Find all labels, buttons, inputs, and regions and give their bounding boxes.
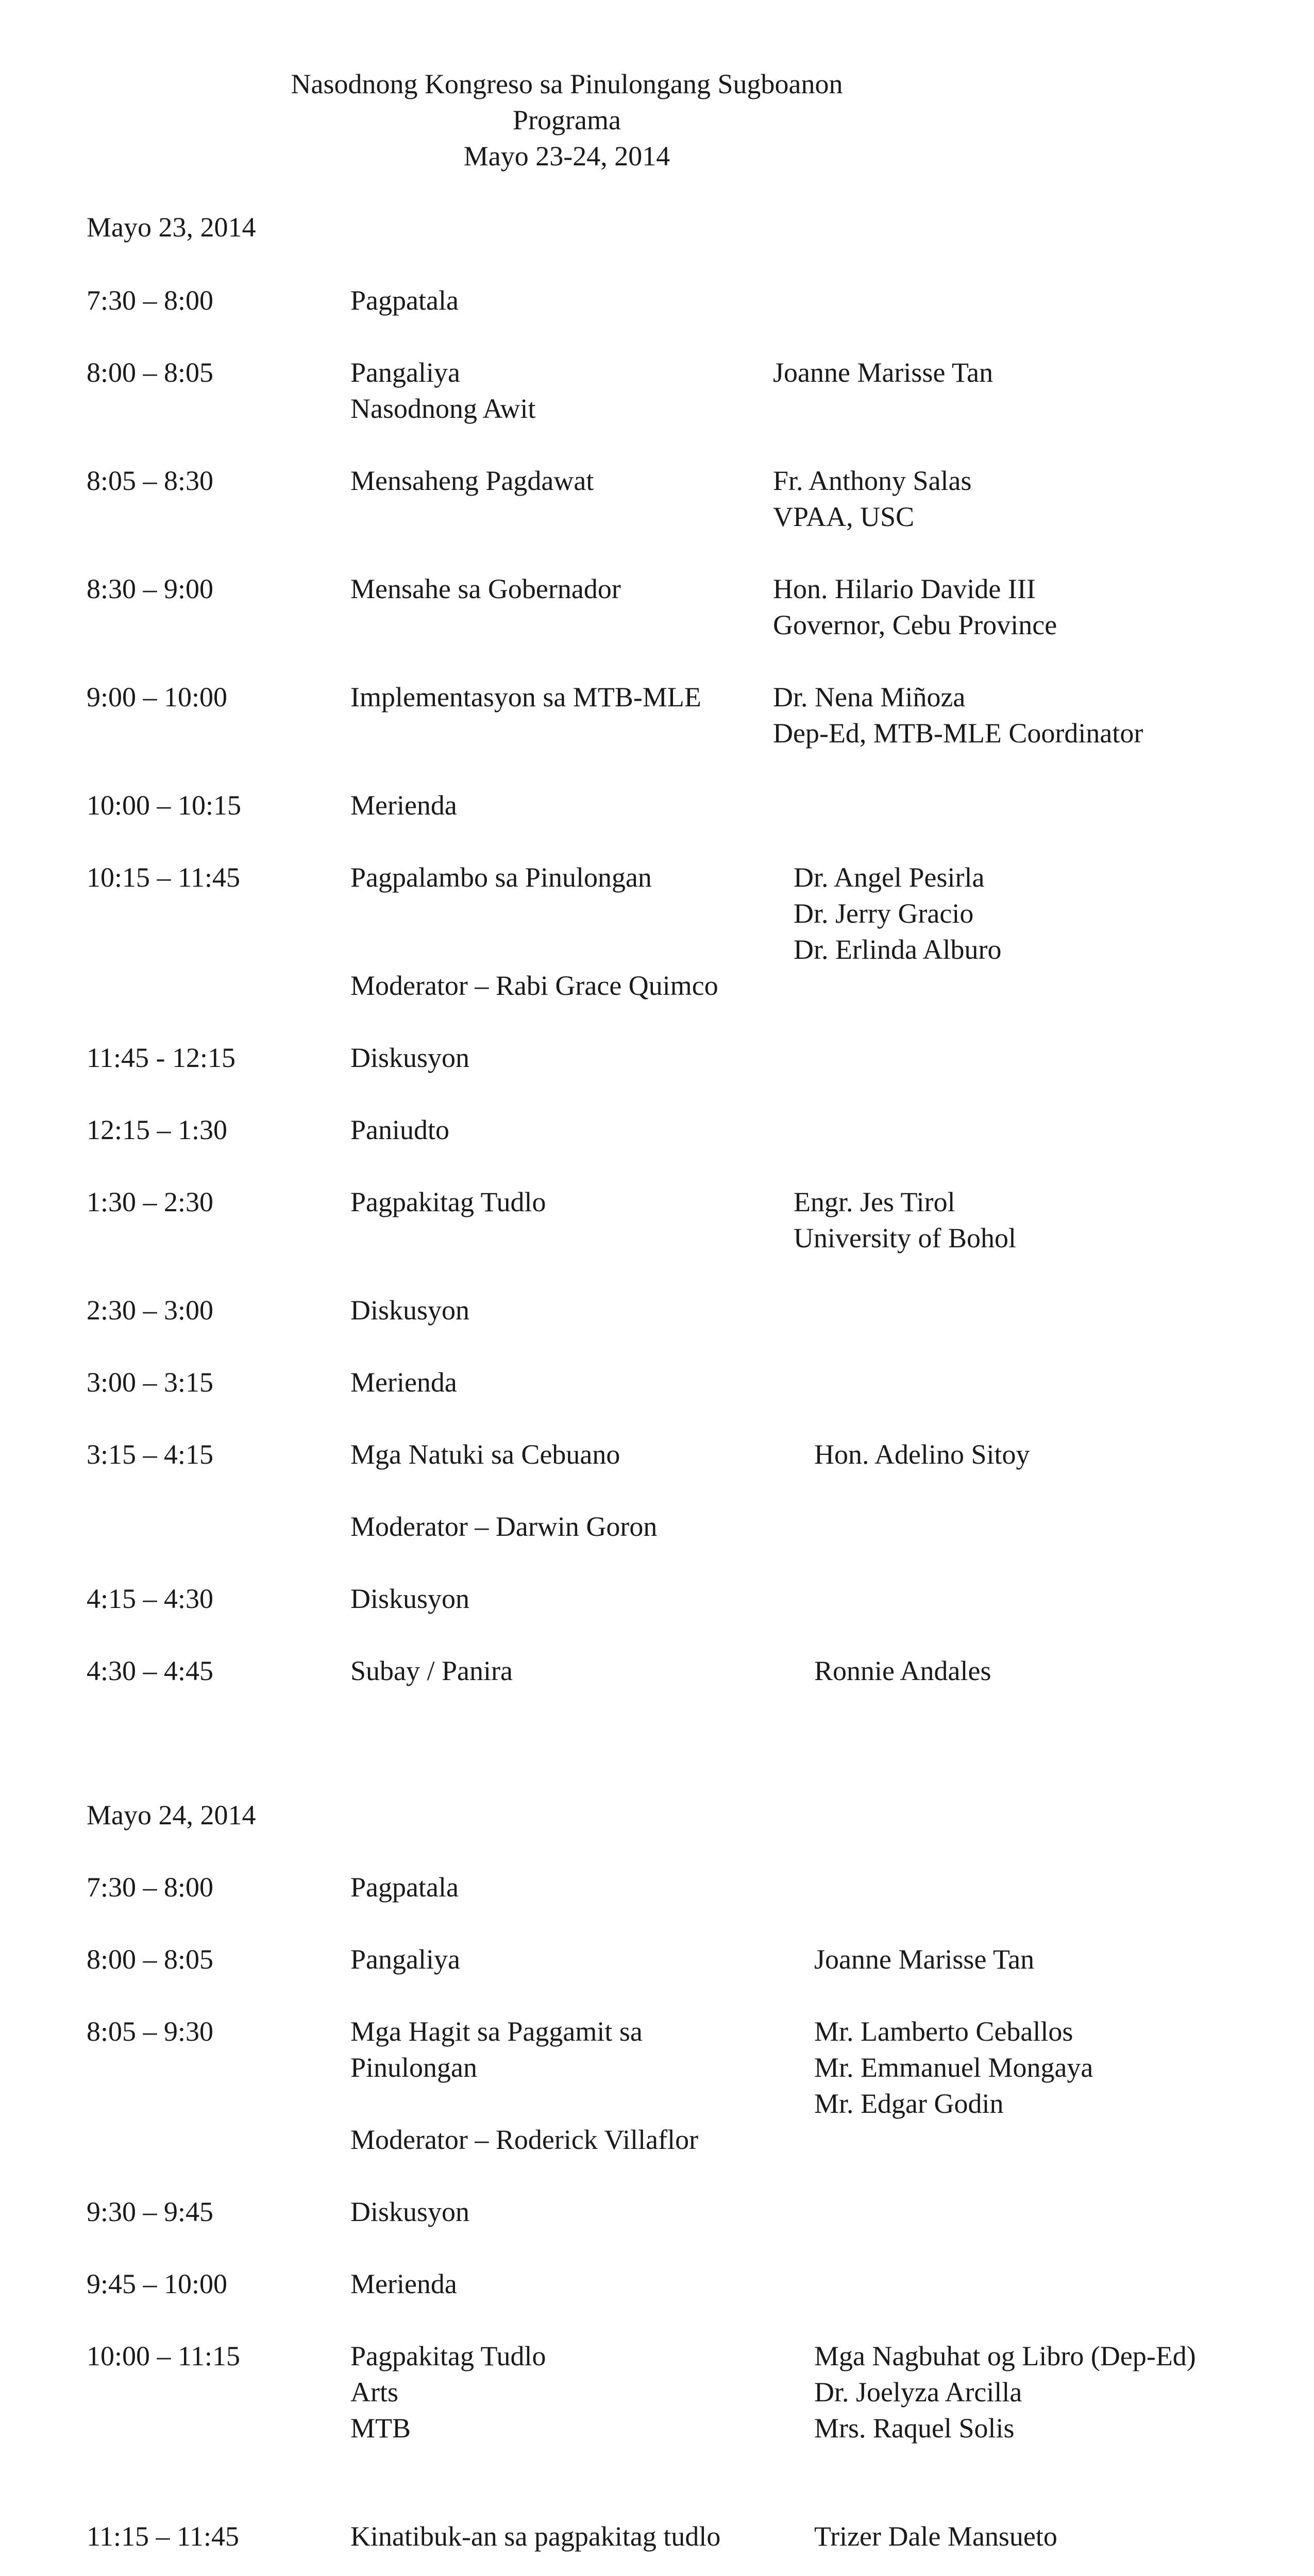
activity-line: Diskusyon <box>350 2196 470 2227</box>
session-activity <box>350 1292 469 1328</box>
session-activity <box>350 859 652 895</box>
session-time: 2:30 – 3:00 <box>87 1295 214 1326</box>
session-activity <box>350 1581 469 1617</box>
session-time: 9:30 – 9:45 <box>87 2196 214 2227</box>
session-time: 10:00 – 10:15 <box>87 790 242 821</box>
session-time: 8:05 – 8:30 <box>87 465 214 496</box>
speaker-line: Dr. Jerry Gracio <box>794 898 974 929</box>
program-header <box>0 66 1134 174</box>
session-time: 4:15 – 4:30 <box>87 1583 214 1614</box>
session-time: 10:00 – 11:15 <box>87 2341 241 2371</box>
activity-line: Diskusyon <box>350 1583 470 1614</box>
session-time: 7:30 – 8:00 <box>87 285 214 316</box>
congress-dates: Mayo 23-24, 2014 <box>463 141 670 172</box>
activity-line: Diskusyon <box>350 1042 470 1073</box>
activity-line: Mensaheng Pagdawat <box>350 465 594 496</box>
activity-line: Kinatibuk-an sa pagpakitag tudlo <box>350 2521 721 2552</box>
session-activity <box>350 354 536 427</box>
session-activity <box>350 2194 469 2230</box>
speaker-line: Mr. Emmanuel Mongaya <box>814 2052 1093 2083</box>
session-activity <box>350 1869 459 1905</box>
activity-line: Subay / Panira <box>350 1655 513 1686</box>
session-time: 7:30 – 8:00 <box>87 1872 214 1903</box>
session-activity <box>350 1040 469 1076</box>
activity-line: Moderator – Darwin Goron <box>350 1511 658 1542</box>
session-activity <box>350 2013 643 2086</box>
session-activity <box>350 1653 513 1689</box>
activity-line: MTB <box>350 2413 411 2444</box>
activity-line: Moderator – Rabi Grace Quimco <box>350 970 718 1001</box>
session-speakers <box>773 354 993 391</box>
activity-line: Nasodnong Awit <box>350 393 536 424</box>
session-time: 12:15 – 1:30 <box>87 1114 228 1145</box>
session-time: 8:00 – 8:05 <box>87 357 214 388</box>
session-time: 10:15 – 11:45 <box>87 862 241 893</box>
activity-line: Merienda <box>350 1367 457 1398</box>
session-activity <box>350 2122 698 2158</box>
activity-line: Pangaliya <box>350 1944 460 1975</box>
activity-line: Arts <box>350 2377 398 2408</box>
session-time: 4:30 – 4:45 <box>87 1655 214 1686</box>
session-activity <box>350 463 594 499</box>
speaker-line: Mga Nagbuhat og Libro (Dep-Ed) <box>814 2341 1196 2371</box>
speaker-line: Hon. Hilario Davide III <box>773 573 1036 604</box>
activity-line: Pagpatala <box>350 285 459 316</box>
speaker-line: Fr. Anthony Salas <box>773 465 972 496</box>
session-time: 9:45 – 10:00 <box>87 2268 228 2299</box>
session-time: 8:05 – 9:30 <box>87 2016 214 2047</box>
session-activity <box>350 2518 720 2554</box>
speaker-line: Dep-Ed, MTB-MLE Coordinator <box>773 718 1143 749</box>
session-activity <box>350 1184 546 1220</box>
session-activity <box>350 2266 457 2302</box>
program-subtitle: Programa <box>513 105 621 135</box>
session-time: 8:00 – 8:05 <box>87 1944 214 1975</box>
activity-line: Moderator – Roderick Villaflor <box>350 2124 699 2155</box>
speaker-line: Joanne Marisse Tan <box>814 1944 1035 1975</box>
speaker-line: Governor, Cebu Province <box>773 609 1057 640</box>
speaker-line: Ronnie Andales <box>814 1655 991 1686</box>
activity-line: Mga Hagit sa Paggamit sa <box>350 2016 643 2047</box>
speaker-line: Hon. Adelino Sitoy <box>814 1439 1030 1470</box>
session-activity <box>350 1509 657 1545</box>
activity-line: Pagpatala <box>350 1872 459 1903</box>
activity-line: Merienda <box>350 790 457 821</box>
speaker-line: VPAA, USC <box>773 501 915 532</box>
day1-date-heading: Mayo 23, 2014 <box>87 212 256 243</box>
session-time: 11:15 – 11:45 <box>87 2521 239 2552</box>
activity-line: Pagpalambo sa Pinulongan <box>350 862 652 893</box>
session-speakers <box>814 1941 1034 1977</box>
speaker-line: Dr. Joelyza Arcilla <box>814 2377 1022 2408</box>
session-activity <box>350 1941 460 1977</box>
activity-line: Diskusyon <box>350 1295 470 1326</box>
session-time: 1:30 – 2:30 <box>87 1187 214 1217</box>
session-speakers <box>773 571 1057 643</box>
speaker-line: Dr. Nena Miñoza <box>773 682 966 713</box>
activity-line: Mga Natuki sa Cebuano <box>350 1439 620 1470</box>
session-speakers <box>773 679 1143 751</box>
session-activity <box>350 1112 449 1148</box>
speaker-line: University of Bohol <box>794 1223 1016 1253</box>
activity-line: Mensahe sa Gobernador <box>350 573 621 604</box>
activity-line: Paniudto <box>350 1114 450 1145</box>
activity-line: Pangaliya <box>350 357 460 388</box>
session-time: 11:45 - 12:15 <box>87 1042 235 1073</box>
session-speakers <box>814 2518 1057 2554</box>
activity-line: Merienda <box>350 2268 457 2299</box>
speaker-line: Dr. Erlinda Alburo <box>794 934 1002 965</box>
activity-line: Pagpakitag Tudlo <box>350 2341 546 2371</box>
session-time: 8:30 – 9:00 <box>87 573 214 604</box>
speaker-line: Mrs. Raquel Solis <box>814 2413 1015 2444</box>
session-activity <box>350 1436 620 1472</box>
activity-line: Pinulongan <box>350 2052 478 2083</box>
session-speakers <box>814 1653 991 1689</box>
session-speakers <box>814 2013 1093 2122</box>
session-activity <box>350 787 457 823</box>
session-time: 9:00 – 10:00 <box>87 682 228 713</box>
session-time: 3:15 – 4:15 <box>87 1439 214 1470</box>
session-time: 3:00 – 3:15 <box>87 1367 214 1398</box>
session-activity <box>350 571 621 607</box>
session-activity <box>350 2338 546 2446</box>
congress-title: Nasodnong Kongreso sa Pinulongang Sugboanon <box>291 69 843 99</box>
speaker-line: Joanne Marisse Tan <box>773 357 993 388</box>
activity-line: Pagpakitag Tudlo <box>350 1187 546 1217</box>
day2-date-heading: Mayo 24, 2014 <box>87 1800 256 1831</box>
speaker-line: Dr. Angel Pesirla <box>794 862 985 893</box>
session-speakers <box>794 1184 1016 1256</box>
session-activity <box>350 968 718 1004</box>
session-speakers <box>773 463 972 535</box>
session-speakers <box>814 2338 1196 2446</box>
session-activity <box>350 282 459 318</box>
speaker-line: Mr. Lamberto Ceballos <box>814 2016 1073 2047</box>
speaker-line: Mr. Edgar Godin <box>814 2088 1004 2119</box>
session-activity <box>350 1364 457 1400</box>
session-speakers <box>794 859 1001 968</box>
activity-line: Implementasyon sa MTB-MLE <box>350 682 701 713</box>
session-activity <box>350 679 701 715</box>
session-speakers <box>814 1436 1030 1472</box>
speaker-line: Trizer Dale Mansueto <box>814 2521 1057 2552</box>
speaker-line: Engr. Jes Tirol <box>794 1187 955 1217</box>
